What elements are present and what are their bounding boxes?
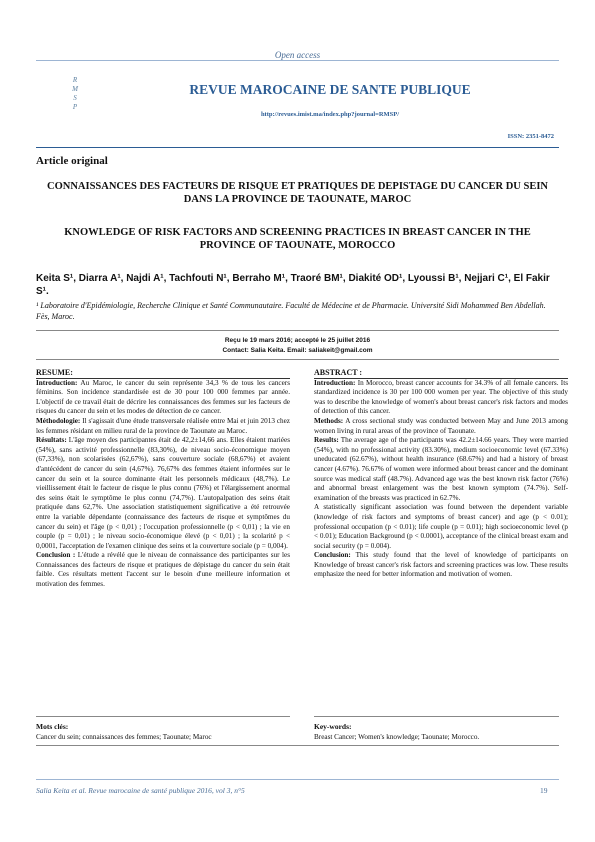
resume-results: L'âge moyen des participantes était de 42,2±14,66 ans. Elles étaient mariées (54%), sans activité professionnelle (83,30%), de niveau socio-économique moyen (67,33%), non scolarisées (62,67%), sans couverture sociale (68,67%) et avaient d'antécédent de cancer du sein (4,67%). 76,67% des femmes étaient informées sur le cancer du sein et la source dominante était les personnels médicaux (48,7%). Le vieillissement était le facteur de risque le plus connu (76%) et l'élargissement anormal des seins était le symptôme le plus connu (74,7%). L'autopalpation des seins était pratiquée dans 62,7%. Une association statistiquement significative a été retrouvée entre la variable dépendante (connaissance des facteurs de risque et symptômes du cancer du sein) et l'âge (p < 0,01) ; l'occupation professionnelle (p < 0,01) ; la vie en couple (p = 0,01) ; le niveau socio-économique élevé (p < 0,01) ; la scolarité p < 0,0001, l'acceptation de l'examen clinique des seins et la couverture sociale (p = 0,004). — [36, 436, 290, 550]
authors: Keita S¹, Diarra A¹, Najdi A¹, Tachfouti N¹, Berraho M¹, Traoré BM¹, Diakité OD¹, Lyoussi B¹, Nejjari C¹, El Fakir S¹. — [36, 273, 550, 297]
journal-logo: R M S P — [72, 76, 78, 111]
abstract-results-label: Results: — [314, 436, 339, 445]
footer-citation: Salia Keita et al. Revue marocaine de santé publique 2016, vol 3, n°5 — [36, 786, 245, 795]
issn: ISSN: 2351-8472 — [507, 133, 554, 140]
resume-conclusion-label: Conclusion : — [36, 551, 76, 560]
resume-results-label: Résultats: — [36, 436, 67, 445]
footer-divider — [36, 779, 559, 780]
dates-divider-bottom — [36, 359, 559, 360]
resume-intro: Au Maroc, le cancer du sein représente 34,3 % de tous les cancers féminins. Son incidence standardisée est de 30 pour 100 000 femmes par année. L'objectif de ce travail était de décrire les connaissances des femmes sur les facteurs de risques du cancer du sein et les modes de détection de ce cancer. — [36, 378, 290, 416]
resume-intro-label: Introduction: — [36, 378, 78, 387]
abstract-conclusion-label: Conclusion: — [314, 551, 351, 560]
abstract-heading: ABSTRACT : — [314, 368, 568, 379]
keywords-bottom-divider — [36, 745, 559, 746]
keywords-fr: Cancer du sein; connaissances des femmes; Taounate; Maroc — [36, 733, 212, 741]
contact: Contact: Salia Keita. Email: saliakeit@gmail.com — [222, 347, 373, 354]
page-number: 19 — [540, 786, 548, 795]
abstract-intro-label: Introduction: — [314, 378, 356, 387]
resume-methods: Il s'agissait d'une étude transversale réalisée entre Mai et juin 2013 chez les femmes résidant en milieu rural de la province de Taounate au Maroc. — [36, 416, 290, 435]
abstract-column — [314, 368, 568, 580]
article-type: Article original — [36, 155, 108, 167]
affiliation: ¹ Laboratoire d'Epidémiologie, Recherche Clinique et Santé Communautaire. Faculté de Médecine et de Pharmacie. Université Sidi Mohammed Ben Abdellah. Fès, Maroc. — [36, 301, 546, 321]
received-dates: Reçu le 19 mars 2016; accepté le 25 juillet 2016 — [224, 337, 371, 344]
journal-url[interactable]: http://revues.imist.ma/index.php?journal=RMSP/ — [260, 111, 400, 118]
resume-methods-label: Méthodologie: — [36, 416, 81, 425]
resume-column — [36, 368, 290, 590]
keywords-divider-left — [36, 716, 290, 717]
header-divider — [36, 147, 559, 148]
abstract-methods-label: Methods: — [314, 416, 344, 425]
resume-heading: RESUME: — [36, 368, 290, 379]
dates-divider-top — [36, 330, 559, 331]
open-access-label: Open access — [274, 50, 321, 60]
abstract-results-2: A statistically significant association was found between the dependent variable (knowledge of risk factors and symptoms of breast cancer) and age (p < 0.01); professional occupation (p < 0.01); life couple (p = 0.01); high socioeconomic level (p < 0.01); Education Background (p < 0.0001), acceptance of the clinical breast exam and social security (p = 0.004). — [314, 503, 568, 550]
top-divider — [36, 60, 559, 61]
abstract-results: The average age of the participants was 42.2±14.66 years. They were married (54%), with no professional activity (83.30%), medium socioeconomic level (67.33%) uneducated (62.67%), without health insurance (68.67%) and had a history of breast cancer (4.67%). 76.67% of women were informed about breast cancer and the dominant source was medical staff (48.7%). Advanced age was the best known risk factor (76%) and abnormal breast enlargement was the best known symptom (74.7%). Self-examination of the breasts was practiced in 62.7%. — [314, 436, 568, 502]
abstract-intro: In Morocco, breast cancer accounts for 34.3% of all female cancers. Its standardized incidence is 30 per 100 000 women per year. The objective of this study was to describe the knowledge of women's about breast cancer's risk factors and modes of detection of this cancer. — [314, 378, 568, 416]
abstract-methods: A cross sectional study was conducted between May and June 2013 among women living in rural areas of the province of Taounate. — [314, 416, 568, 435]
title-french: CONNAISSANCES DES FACTEURS DE RISQUE ET PRATIQUES DE DEPISTAGE DU CANCER DU SEIN DANS LA PROVINCE DE TAOUNATE, MAROC — [47, 181, 548, 205]
title-english: KNOWLEDGE OF RISK FACTORS AND SCREENING PRACTICES IN BREAST CANCER IN THE PROVINCE OF TAOUNATE, MOROCCO — [64, 227, 531, 251]
keywords-heading-en: Key-words: — [314, 722, 352, 731]
keywords-heading-fr: Mots clés: — [36, 722, 69, 731]
resume-conclusion: L'étude a révélé que le niveau de connaissance des participantes sur les Connaissances des facteurs de risque et pratiques de dépistage du cancer du sein était faible. Ces résultats mettent l'accent sur le besoin d'une meilleure information et motivation des femmes. — [36, 551, 290, 589]
abstract-conclusion: This study found that the level of knowledge of participants on Knowledge of breast cancer's risk factors and screening practices was low. These results emphasize the need for better information and motivation of women. — [314, 551, 568, 579]
journal-title: REVUE MAROCAINE DE SANTE PUBLIQUE — [189, 82, 471, 97]
keywords-en: Breast Cancer; Women's knowledge; Taounate; Morocco. — [314, 733, 480, 741]
keywords-divider-right — [314, 716, 559, 717]
